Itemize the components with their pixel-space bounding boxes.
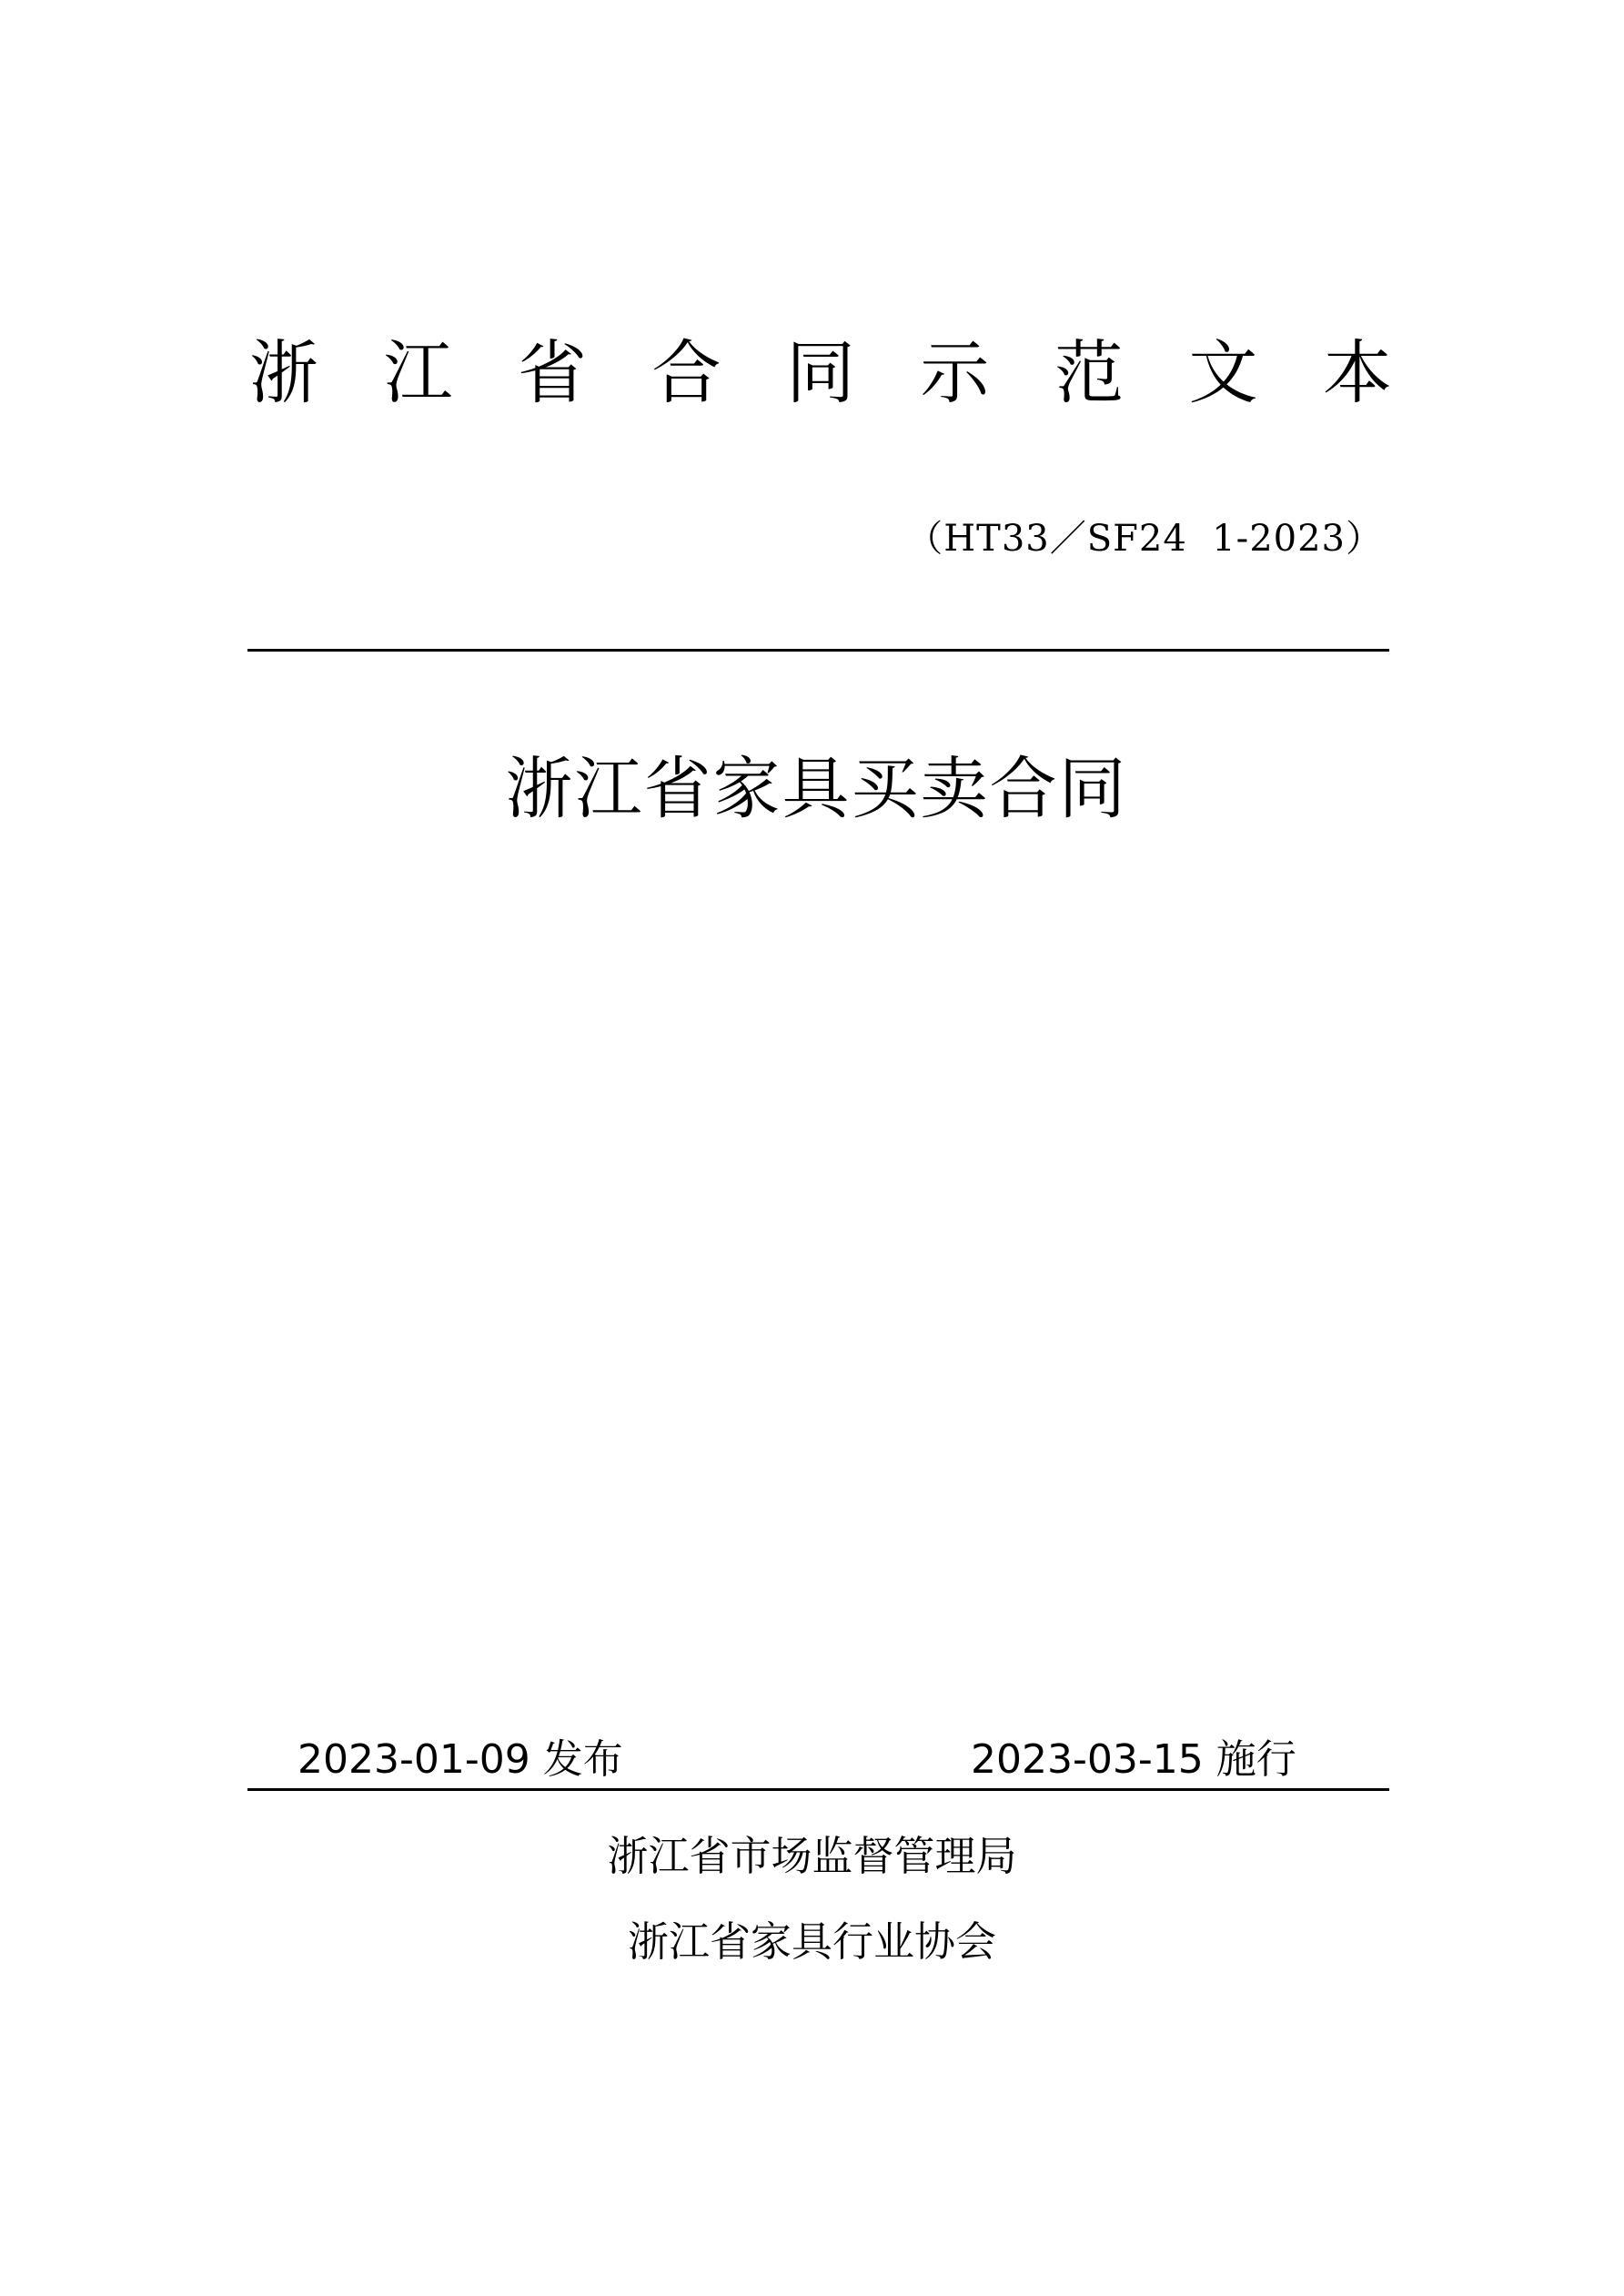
series-title-char: 范 xyxy=(1054,332,1124,413)
bottom-divider xyxy=(247,1788,1389,1791)
series-title-char: 省 xyxy=(518,332,587,413)
issuer-furniture-association: 浙江省家具行业协会 xyxy=(627,1917,996,1966)
contract-title: 浙江省家具买卖合同 xyxy=(505,750,1128,828)
effective-date: 2023-03-15 施行 xyxy=(971,1736,1296,1783)
issuer-market-regulation: 浙江省市场监督管理局 xyxy=(607,1832,1017,1880)
date-row xyxy=(247,1738,1389,1789)
series-title-char: 文 xyxy=(1188,332,1258,413)
series-title-char: 浙 xyxy=(249,332,318,413)
document-code: （HT33／SF24 1-2023） xyxy=(906,518,1383,560)
series-title-char: 同 xyxy=(786,332,855,413)
series-title-char: 示 xyxy=(920,332,990,413)
series-title xyxy=(247,332,1394,413)
series-title-char: 合 xyxy=(651,332,721,413)
series-title-char: 江 xyxy=(383,332,453,413)
top-divider xyxy=(247,649,1389,652)
series-title-char: 本 xyxy=(1323,332,1392,413)
issue-date: 2023-01-09 发布 xyxy=(298,1736,623,1783)
